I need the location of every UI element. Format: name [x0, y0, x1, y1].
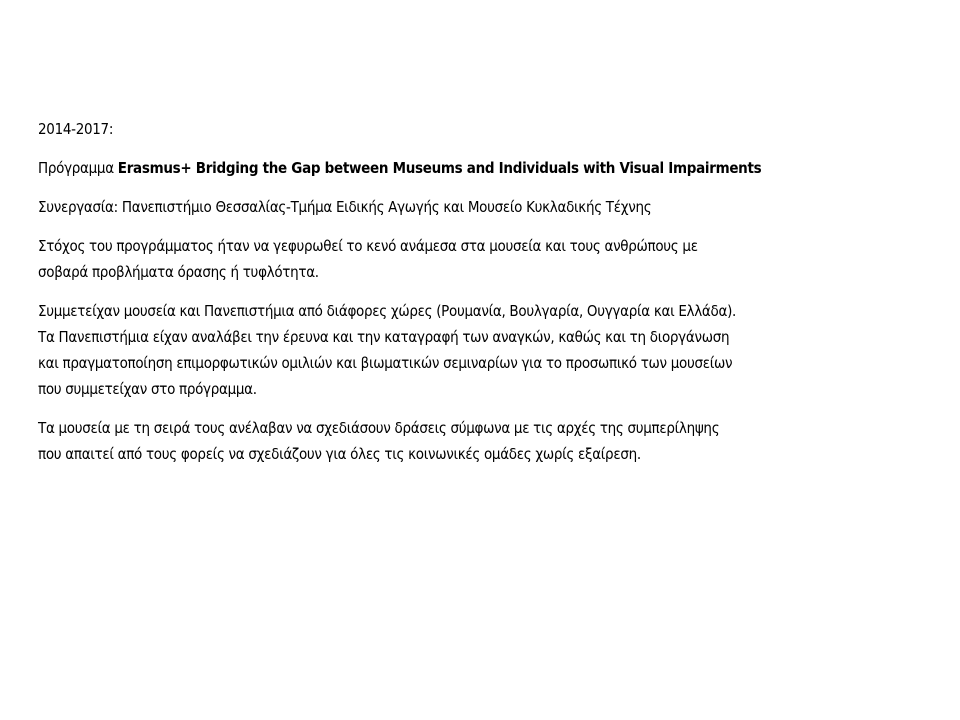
program-name: Erasmus+ Bridging the Gap between Museums and Individuals with Visual Impairments — [117, 159, 762, 177]
goal-line: σοβαρά προβλήματα όρασης ή τυφλότητα. — [38, 263, 319, 281]
date-heading — [38, 116, 938, 142]
participants-line: Συμμετείχαν μουσεία και Πανεπιστήμια από διάφορες χώρες (Ρουμανία, Βουλγαρία, Ουγγαρία και Ελλάδα). — [38, 302, 737, 320]
program-line — [38, 155, 938, 181]
participants-line: Τα Πανεπιστήμια είχαν αναλάβει την έρευνα και την καταγραφή των αναγκών, καθώς και τη διοργάνωση — [38, 328, 730, 346]
slide-content — [38, 116, 938, 480]
participants-line: και πραγματοποίηση επιμορφωτικών ομιλιών και βιωματικών σεμιναρίων για το προσωπικό των μουσείων — [38, 354, 733, 372]
participants-line: που συμμετείχαν στο πρόγραμμα. — [38, 380, 257, 398]
museums-line: που απαιτεί από τους φορείς να σχεδιάζουν για όλες τις κοινωνικές ομάδες χωρίς εξαίρεση. — [38, 445, 641, 463]
goal-paragraph — [38, 233, 938, 285]
program-prefix: Πρόγραμμα — [38, 159, 118, 177]
museums-line: Τα μουσεία με τη σειρά τους ανέλαβαν να σχεδιάσουν δράσεις σύμφωνα με τις αρχές της συμπερίληψης — [38, 419, 720, 437]
museums-paragraph — [38, 415, 938, 467]
cooperation-text: Συνεργασία: Πανεπιστήμιο Θεσσαλίας-Τμήμα Ειδικής Αγωγής και Μουσείο Κυκλαδικής Τέχνης — [38, 198, 652, 216]
date-heading-text: 2014-2017: — [38, 120, 114, 138]
cooperation-line — [38, 194, 938, 220]
goal-line: Στόχος του προγράμματος ήταν να γεφυρωθεί το κενό ανάμεσα στα μουσεία και τους ανθρώπους με — [38, 237, 698, 255]
participants-paragraph — [38, 298, 938, 402]
